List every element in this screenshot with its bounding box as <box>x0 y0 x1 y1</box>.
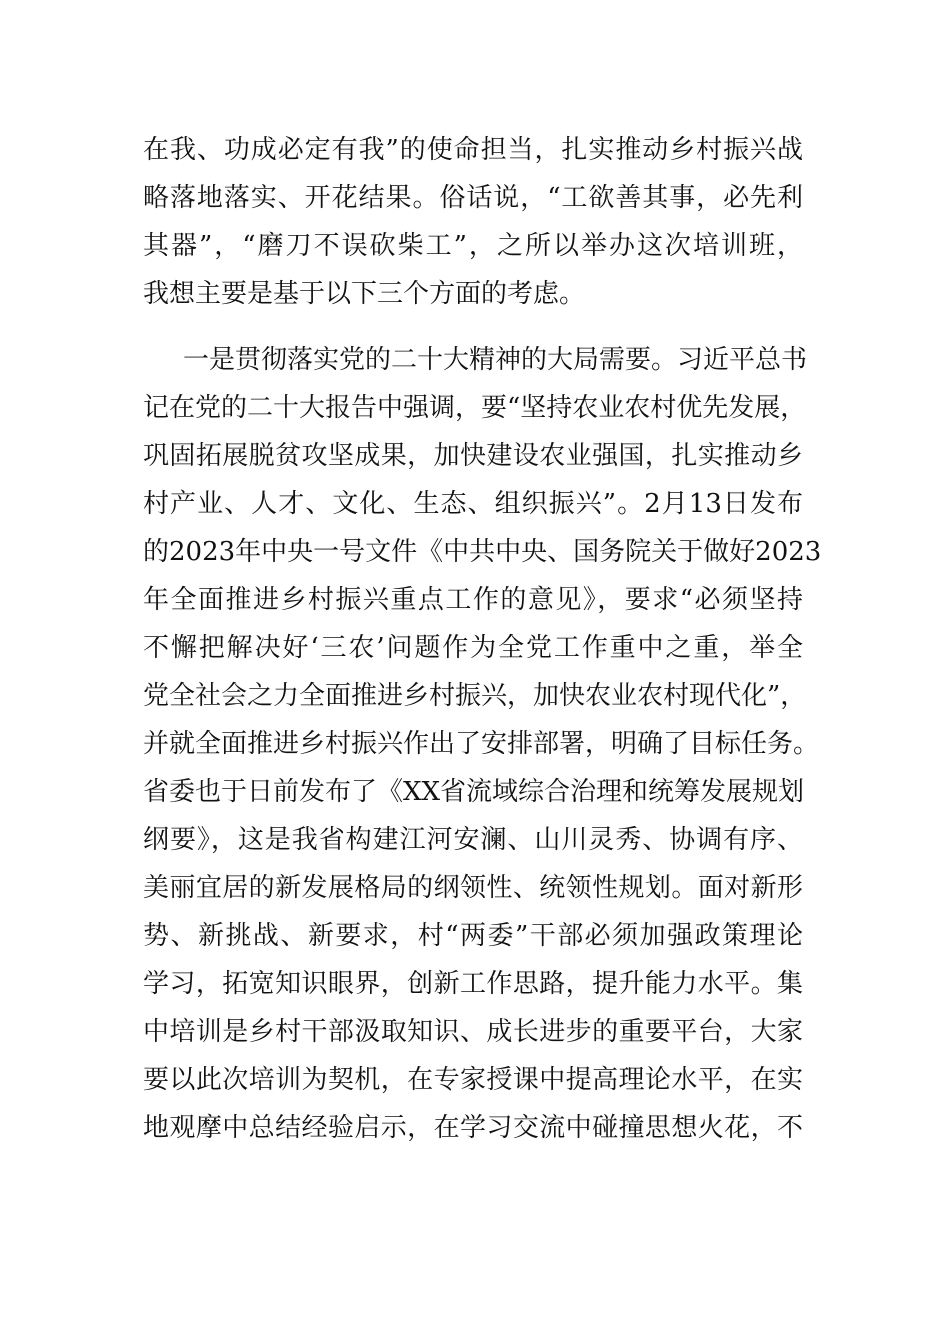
paragraph-line: 党全社会之力全面推进乡村振兴，加快农业农村现代化”， <box>143 681 807 711</box>
paragraph-line: 势、新挑战、新要求，村“两委”干部必须加强政策理论 <box>143 921 803 951</box>
paragraph-line: 其器”，“磨刀不误砍柴工”，之所以举办这次培训班， <box>143 231 803 261</box>
paragraph-line: 要以此次培训为契机，在专家授课中提高理论水平，在实 <box>143 1065 803 1095</box>
paragraph-line: 不懈把解决好‘三农’问题作为全党工作重中之重，举全 <box>143 633 803 663</box>
paragraph-line: 美丽宜居的新发展格局的纲领性、统领性规划。面对新形 <box>143 873 803 903</box>
paragraph-line: 一是贯彻落实党的二十大精神的大局需要。习近平总书 <box>183 345 808 375</box>
paragraph-line: 纲要》，这是我省构建江河安澜、山川灵秀、协调有序、 <box>143 825 803 855</box>
paragraph-line: 的2023年中央一号文件《中共中央、国务院关于做好2023 <box>143 537 822 567</box>
paragraph-line: 村产业、人才、文化、生态、组织振兴”。2月13日发布 <box>143 489 803 519</box>
document-body <box>143 126 822 1152</box>
paragraph-line: 中培训是乡村干部汲取知识、成长进步的重要平台，大家 <box>143 1017 803 1047</box>
paragraph-line: 在我、功成必定有我”的使命担当，扎实推动乡村振兴战 <box>143 135 803 165</box>
paragraph-1 <box>143 126 803 318</box>
paragraph-line: 略落地落实、开花结果。俗话说，“工欲善其事，必先利 <box>143 183 803 213</box>
paragraph-line: 并就全面推进乡村振兴作出了安排部署，明确了目标任务。 <box>143 729 820 759</box>
paragraph-line: 我想主要是基于以下三个方面的考虑。 <box>143 279 586 309</box>
paragraph-line: 记在党的二十大报告中强调，要“坚持农业农村优先发展， <box>143 393 807 423</box>
paragraph-line: 省委也于日前发布了《XX省流域综合治理和统筹发展规划 <box>143 777 805 807</box>
paragraph-line: 年全面推进乡村振兴重点工作的意见》，要求“必须坚持 <box>143 585 803 615</box>
paragraph-2 <box>143 336 822 1152</box>
paragraph-line: 地观摩中总结经验启示，在学习交流中碰撞思想火花，不 <box>143 1113 803 1143</box>
paragraph-line: 学习，拓宽知识眼界，创新工作思路，提升能力水平。集 <box>143 969 803 999</box>
paragraph-line: 巩固拓展脱贫攻坚成果，加快建设农业强国，扎实推动乡 <box>143 441 803 471</box>
